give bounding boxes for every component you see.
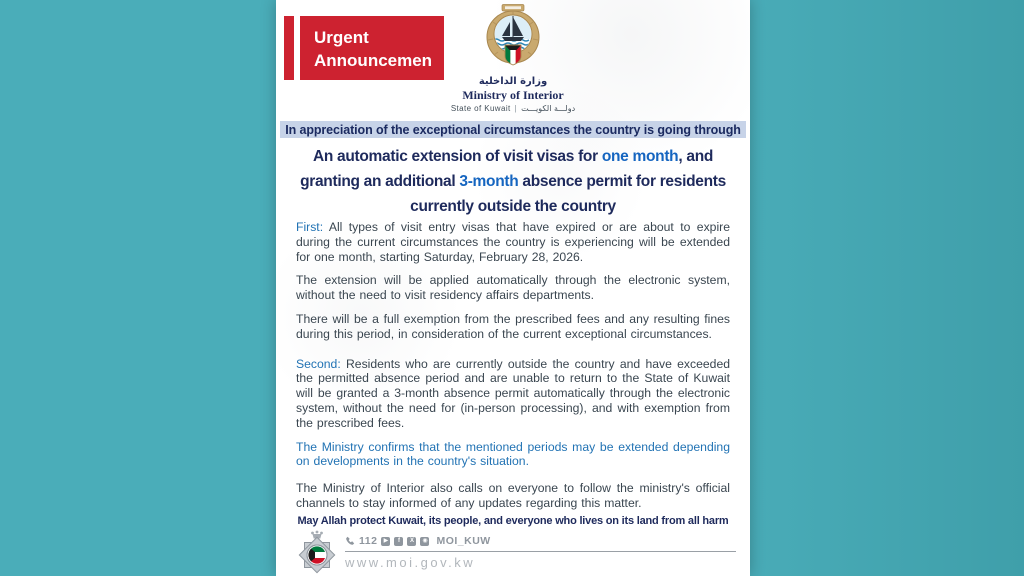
- website-url: www.moi.gov.kw: [345, 555, 476, 570]
- title-text: , and: [678, 148, 714, 165]
- title-text: granting an additional: [300, 173, 460, 190]
- announcement-document: [276, 0, 750, 576]
- title-text: absence permit for residents: [518, 173, 726, 190]
- blessing-line: May Allah protect Kuwait, its people, and everyone who lives on its land from all harm: [297, 515, 729, 527]
- title-text: An automatic extension of visit visas for: [312, 148, 602, 165]
- youtube-icon: ▶: [381, 537, 390, 546]
- facebook-icon: f: [394, 537, 403, 546]
- phone-icon: [345, 536, 355, 546]
- social-handle: MOI_KUW: [436, 535, 491, 547]
- emergency-number: 112: [359, 535, 378, 547]
- banner-line1: Urgent: [314, 28, 369, 47]
- footer: [296, 530, 736, 574]
- moi-star-badge-icon: [296, 530, 338, 574]
- paragraph-first: [296, 220, 730, 264]
- second-label: Second:: [296, 356, 341, 371]
- kuwait-coat-of-arms-icon: [479, 4, 547, 70]
- title-accent-one-month: one month: [601, 148, 679, 165]
- urgent-banner: [284, 16, 444, 80]
- first-text: All types of visit entry visas that have expired or are about to expire during the current circumstances the country is experiencing will be extended for one month, starting Saturday, February 28, 2026.: [296, 220, 730, 264]
- state-of-kuwait-line: [276, 104, 750, 113]
- x-icon: X: [407, 537, 416, 546]
- footer-contact-row: [345, 535, 736, 552]
- paragraph-official-channels: The Ministry of Interior also calls on everyone to follow the ministry's official channels to stay informed of any updates regarding this matter.: [296, 481, 730, 510]
- headline-row: [276, 121, 750, 139]
- paragraph-extension: The extension will be applied automatically through the electronic system, without the need to visit residency affairs departments.: [296, 273, 730, 303]
- state-english: State of Kuwait: [450, 104, 511, 113]
- title-text: currently outside the country: [410, 198, 616, 215]
- main-title: [290, 144, 736, 219]
- instagram-icon: ◉: [422, 537, 428, 544]
- ministry-name-english: Ministry of Interior: [462, 88, 564, 102]
- banner-accent-bar: [284, 16, 294, 80]
- body-text: [296, 220, 730, 512]
- paragraph-second: [296, 357, 730, 431]
- ministry-name-arabic: وزارة الداخلية: [478, 76, 548, 87]
- banner-line2: Announcemen: [314, 51, 433, 70]
- paragraph-confirmation: The Ministry confirms that the mentioned periods may be extended depending on developments in the country's situation.: [296, 439, 730, 469]
- first-label: First:: [296, 220, 324, 234]
- title-accent-3-month: 3-month: [459, 173, 519, 190]
- state-arabic: دولـــة الكويـــت: [521, 104, 576, 113]
- headline-highlighted: In appreciation of the exceptional circumstances the country is going through: [280, 121, 746, 138]
- paragraph-exemption: There will be a full exemption from the prescribed fees and any resulting fines during this period, in consideration of the current exceptional circumstances.: [296, 311, 730, 341]
- divider: |: [514, 104, 518, 113]
- second-text: Residents who are currently outside the country and have exceeded the permitted absence period and are unable to return to the State of Kuwait will be granted a 3-month absence permit automatically through the electronic system, without the need for (in-person processing), and with exemption from the prescribed fees.: [296, 356, 730, 430]
